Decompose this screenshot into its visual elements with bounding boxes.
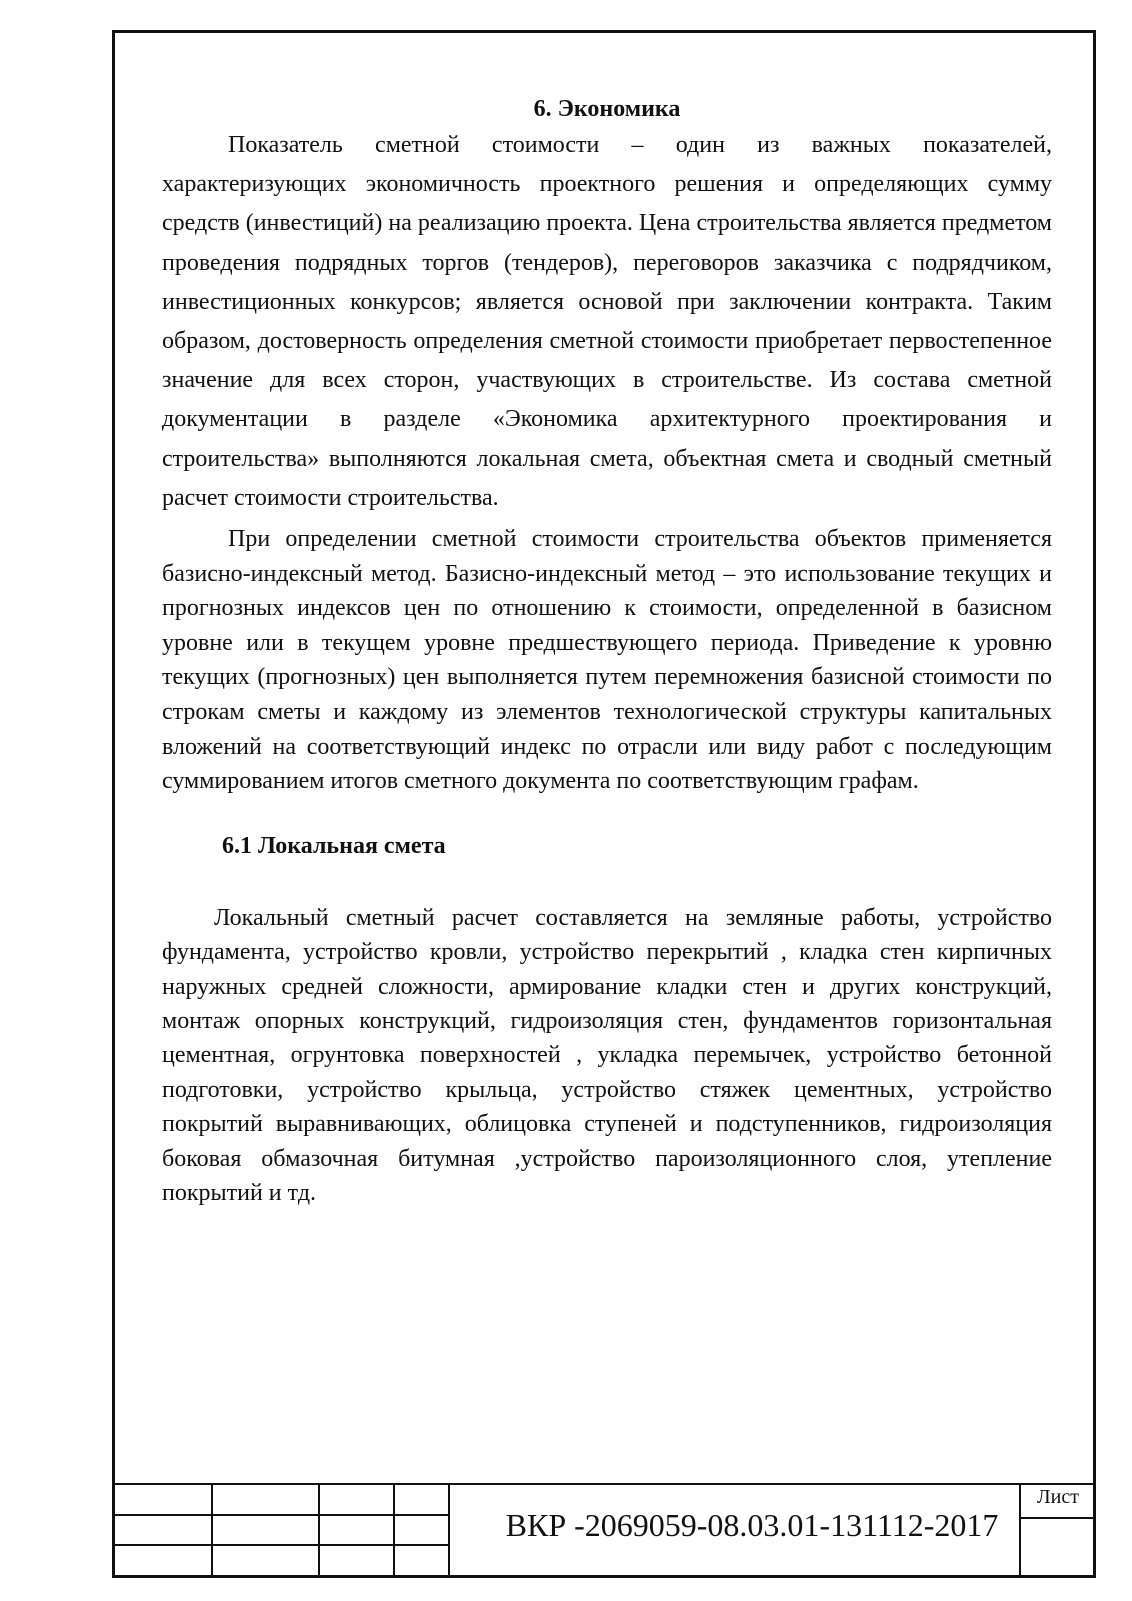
title-block-top-line <box>112 1483 1096 1485</box>
title-block-column-line <box>211 1483 213 1578</box>
title-block <box>112 1483 1096 1578</box>
title-block-column-line <box>318 1483 320 1578</box>
paragraph-index-method: При определении сметной стоимости строительства объектов применяется базисно-индексный метод. Базисно-индексный метод – это использование текущих и прогнозных индексов цен по отношению к стоимости, определенной в базисном уровне или в текущем уровне предшествующего периода. Приведение к уровню текущих (прогнозных) цен выполняется путем перемножения базисной стоимости по строкам сметы и каждому из элементов технологической структуры капитальных вложений на соответствующий индекс по отрасли или виду работ с последующим суммированием итогов сметного документа по соответствующим графам. <box>162 526 1052 795</box>
title-block-column-line <box>393 1483 395 1578</box>
sheet-label: Лист <box>1037 1486 1079 1508</box>
document-body <box>162 92 1052 1210</box>
title-block-column-line <box>448 1483 450 1578</box>
sheet-cell-divider <box>1020 1517 1096 1519</box>
document-code: ВКР -2069059-08.03.01-131112-2017 <box>505 1507 999 1543</box>
paragraph-local-estimate: Локальный сметный расчет составляется на земляные работы, устройство фундамента, устройство кровли, устройство перекрытий , кладка стен кирпичных наружных средней сложности, армирование кладки стен и других конструкций, монтаж опорных конструкций, гидроизоляция стен, фундаментов горизонтальная цементная, огрунтовка поверхностей , укладка перемычек, устройство бетонной подготовки, устройство крыльца, устройство стяжек цементных, устройство покрытий выравнивающих, облицовка ступеней и подступенников, гидроизоляция боковая обмазочная битумная ,устройство пароизоляционного слоя, утепление покрытий и тд. <box>162 904 1052 1207</box>
title-block-row-line <box>112 1544 450 1546</box>
section-title: 6. Экономика <box>533 96 681 122</box>
subsection-title: 6.1 Локальная смета <box>222 832 446 859</box>
title-block-row-line <box>112 1514 450 1516</box>
paragraph-estimate-cost: Показатель сметной стоимости – один из важных показателей, характеризующих экономичность проектного решения и определяющих сумму средств (инвестиций) на реализацию проекта. Цена строительства является предметом проведения подрядных торгов (тендеров), переговоров заказчика с подрядчиком, инвестиционных конкурсов; является основой при заключении контракта. Таким образом, достоверность определения сметной стоимости приобретает первостепенное значение для всех сторон, участвующих в строительстве. Из состава сметной документации в разделе «Экономика архитектурного проектирования и строительства» выполняются локальная смета, объектная смета и сводный сметный расчет стоимости строительства. <box>162 132 1052 511</box>
